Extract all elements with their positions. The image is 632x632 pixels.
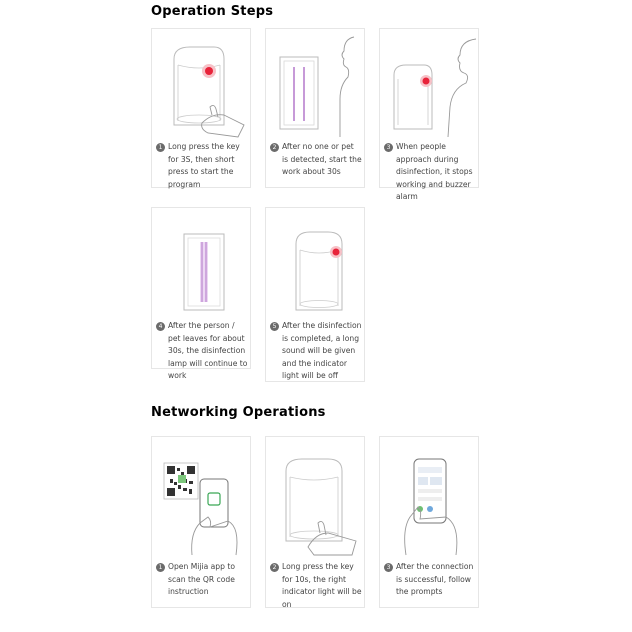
lamp-complete-illustration — [266, 208, 366, 316]
lamp-working-illustration — [266, 29, 366, 137]
networking-operations-title: Networking Operations — [151, 405, 326, 420]
lamp-alarm-illustration — [380, 29, 480, 137]
step-caption — [384, 561, 476, 599]
network-card-3 — [379, 436, 479, 608]
step-number-badge: 3 — [384, 143, 393, 152]
step-text: Open Mijia app to scan the QR code instruction — [168, 562, 235, 597]
step-caption — [270, 141, 362, 179]
step-card-5 — [265, 207, 365, 382]
step-text: Long press the key for 10s, the right indicator light will be on — [282, 562, 362, 609]
step-caption — [156, 320, 248, 383]
step-caption — [156, 141, 248, 191]
step-number-badge: 4 — [156, 322, 165, 331]
step-text: After the person / pet leaves for about 30s, the disinfection lamp will continue to work — [168, 321, 248, 381]
qr-scan-illustration — [152, 437, 252, 555]
lamp-uv-on-illustration — [152, 208, 252, 316]
step-caption — [270, 561, 362, 611]
step-card-4 — [151, 207, 251, 381]
step-text: After the disinfection is completed, a long sound will be given and the indicator light will be off — [282, 321, 362, 381]
step-card-3 — [379, 28, 479, 202]
step-caption — [270, 320, 362, 383]
step-text: When people approach during disinfection, it stops working and buzzer alarm — [396, 142, 473, 202]
step-number-badge: 5 — [270, 322, 279, 331]
step-number-badge: 2 — [270, 143, 279, 152]
step-number-badge: 1 — [156, 143, 165, 152]
step-card-1 — [151, 28, 251, 188]
step-text: After no one or pet is detected, start the work about 30s — [282, 142, 362, 177]
network-card-1 — [151, 436, 251, 608]
operation-steps-title: Operation Steps — [151, 4, 274, 19]
step-caption — [156, 561, 248, 599]
network-card-2 — [265, 436, 365, 608]
phone-app-illustration — [380, 437, 480, 555]
lamp-long-press-illustration — [266, 437, 366, 555]
step-number-badge: 2 — [270, 563, 279, 572]
step-card-2 — [265, 28, 365, 188]
step-caption — [384, 141, 476, 204]
step-text: Long press the key for 3S, then short press to start the program — [168, 142, 240, 189]
step-number-badge: 1 — [156, 563, 165, 572]
step-number-badge: 3 — [384, 563, 393, 572]
step-text: After the connection is successful, follow the prompts — [396, 562, 474, 597]
lamp-press-key-illustration — [152, 29, 252, 137]
